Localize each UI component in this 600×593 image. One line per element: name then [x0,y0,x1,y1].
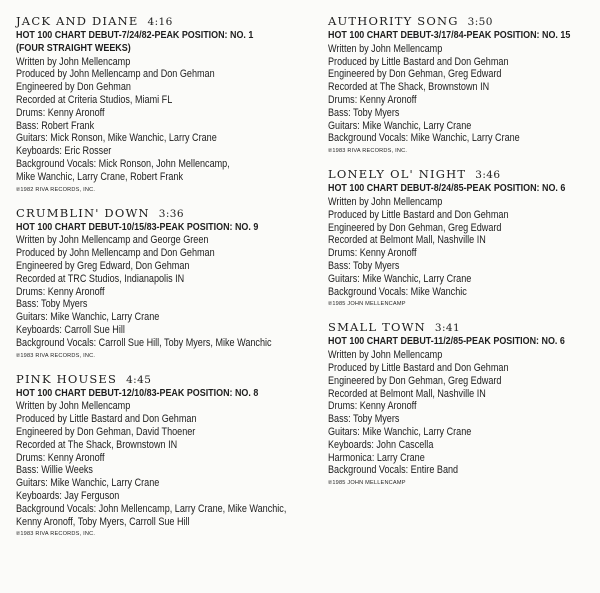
credit-line: Engineered by Don Gehman, David Thoener [16,425,196,438]
song-title-line [16,14,306,29]
credit-line: Bass: Robert Frank [16,119,95,132]
song-duration: 3:41 [434,322,461,335]
credit-line: Background Vocals: Mike Wanchic [328,285,467,298]
song-title: CRUMBLIN' DOWN [16,205,150,220]
credit-line: Bass: Toby Myers [16,298,88,311]
credit-line: Background Vocals: John Mellencamp, Larry Crane, Mike Wanchic, [16,502,287,515]
credit-line: Bass: Toby Myers [328,259,400,272]
left-column [16,14,306,550]
credit-line: Written by John Mellencamp [328,349,443,362]
credit-line: Guitars: Mike Wanchic, Larry Crane [328,119,472,132]
credit-line: Background Vocals: Entire Band [328,464,459,477]
credit-line: Keyboards: John Cascella [328,438,434,451]
song-title: PINK HOUSES [16,371,118,386]
credit-line: Recorded at Belmont Mall, Nashville IN [328,387,486,400]
song-title-line [16,206,306,221]
credit-line: Engineered by Greg Edward, Don Gehman [16,259,190,272]
song-block [16,372,306,540]
song-block [16,14,306,195]
credit-line: Keyboards: Carroll Sue Hill [16,323,125,336]
chart-info: HOT 100 CHART DEBUT-3/17/84-PEAK POSITION: NO. 15 [328,30,571,41]
chart-info: (FOUR STRAIGHT WEEKS) [16,42,131,54]
song-duration: 4:16 [147,16,173,28]
song-duration: 4:45 [126,373,152,386]
credit-line: Drums: Kenny Aronoff [16,451,105,464]
credit-line: Engineered by Don Gehman [16,81,131,94]
copyright-notice: ℗1983 RIVA RECORDS, INC. [16,352,96,359]
credit-line: Guitars: Mike Wanchic, Larry Crane [328,425,472,438]
credit-line: Written by John Mellencamp and George Green [16,234,209,247]
credit-line: Kenny Aronoff, Toby Myers, Carroll Sue Hill [16,515,190,528]
chart-info: HOT 100 CHART DEBUT-7/24/82-PEAK POSITION: NO. 1 [16,30,254,41]
credit-line: Recorded at The Shack, Brownstown IN [328,81,490,94]
credit-line: Produced by Little Bastard and Don Gehman [328,55,509,68]
credit-line: Engineered by Don Gehman, Greg Edward [328,221,502,234]
song-title-line [16,372,306,387]
song-duration: 3:50 [467,16,493,28]
credit-line: Mike Wanchic, Larry Crane, Robert Frank [16,170,184,183]
credit-line: Engineered by Don Gehman, Greg Edward [328,68,502,81]
chart-info: HOT 100 CHART DEBUT-11/2/85-PEAK POSITION: NO. 6 [328,336,565,348]
copyright-notice: ℗1985 JOHN MELLENCAMP [328,301,406,308]
credit-line: Harmonica: Larry Crane [328,451,425,464]
credit-line: Guitars: Mick Ronson, Mike Wanchic, Larry Crane [16,132,217,145]
credit-line: Recorded at The Shack, Brownstown IN [16,438,178,451]
song-block [328,167,590,309]
chart-info: HOT 100 CHART DEBUT-8/24/85-PEAK POSITION: NO. 6 [328,183,566,195]
copyright-notice: ℗1983 RIVA RECORDS, INC. [16,531,96,538]
song-title-line [328,14,590,29]
credit-line: Drums: Kenny Aronoff [328,400,417,413]
copyright-notice: ℗1985 JOHN MELLENCAMP [328,480,406,487]
credit-line: Recorded at Belmont Mall, Nashville IN [328,234,486,247]
chart-info: HOT 100 CHART DEBUT-12/10/83-PEAK POSITION: NO. 8 [16,387,259,399]
credit-line: Produced by John Mellencamp and Don Gehman [16,68,215,81]
credit-line: Recorded at Criteria Studios, Miami FL [16,93,173,106]
song-block [328,320,590,488]
credit-line: Bass: Toby Myers [328,413,400,426]
right-column [328,14,590,499]
song-duration: 3:46 [475,169,501,182]
credit-line: Drums: Kenny Aronoff [328,93,417,106]
song-block [16,206,306,361]
credit-line: Bass: Willie Weeks [16,464,93,477]
credit-line: Produced by John Mellencamp and Don Gehman [16,247,215,260]
credit-line: Written by John Mellencamp [16,55,131,68]
copyright-notice: ℗1982 RIVA RECORDS, INC. [16,186,96,193]
credit-line: Produced by Little Bastard and Don Gehman [16,413,197,426]
chart-info: HOT 100 CHART DEBUT-10/15/83-PEAK POSITION: NO. 9 [16,221,259,233]
credit-line: Written by John Mellencamp [16,400,131,413]
credit-line: Engineered by Don Gehman, Greg Edward [328,374,502,387]
credit-line: Background Vocals: Mike Wanchic, Larry Crane [328,132,520,145]
credit-line: Written by John Mellencamp [328,42,443,55]
song-title: LONELY OL' NIGHT [328,167,467,182]
credit-line: Background Vocals: Carroll Sue Hill, Toby Myers, Mike Wanchic [16,336,272,349]
credit-line: Bass: Toby Myers [328,106,400,119]
credit-line: Guitars: Mike Wanchic, Larry Crane [16,477,160,490]
credit-line: Keyboards: Jay Ferguson [16,489,120,502]
copyright-notice: ℗1983 RIVA RECORDS, INC. [328,148,408,155]
song-title: JACK AND DIANE [16,14,139,28]
credit-line: Drums: Kenny Aronoff [16,285,105,298]
credit-line: Background Vocals: Mick Ronson, John Mellencamp, [16,157,230,170]
song-title: SMALL TOWN [328,320,426,335]
song-block [328,14,590,156]
credit-line: Recorded at TRC Studios, Indianapolis IN [16,272,185,285]
credit-line: Guitars: Mike Wanchic, Larry Crane [328,272,472,285]
song-title-line [328,167,590,182]
song-title-line [328,320,590,335]
credit-line: Produced by Little Bastard and Don Gehman [328,361,509,374]
song-duration: 3:36 [158,207,184,220]
credit-line: Written by John Mellencamp [328,195,443,208]
credit-line: Drums: Kenny Aronoff [328,247,417,260]
song-title: AUTHORITY SONG [328,14,459,28]
credit-line: Guitars: Mike Wanchic, Larry Crane [16,311,160,324]
credit-line: Produced by Little Bastard and Don Gehman [328,208,509,221]
credit-line: Keyboards: Eric Rosser [16,145,112,158]
credit-line: Drums: Kenny Aronoff [16,106,105,119]
